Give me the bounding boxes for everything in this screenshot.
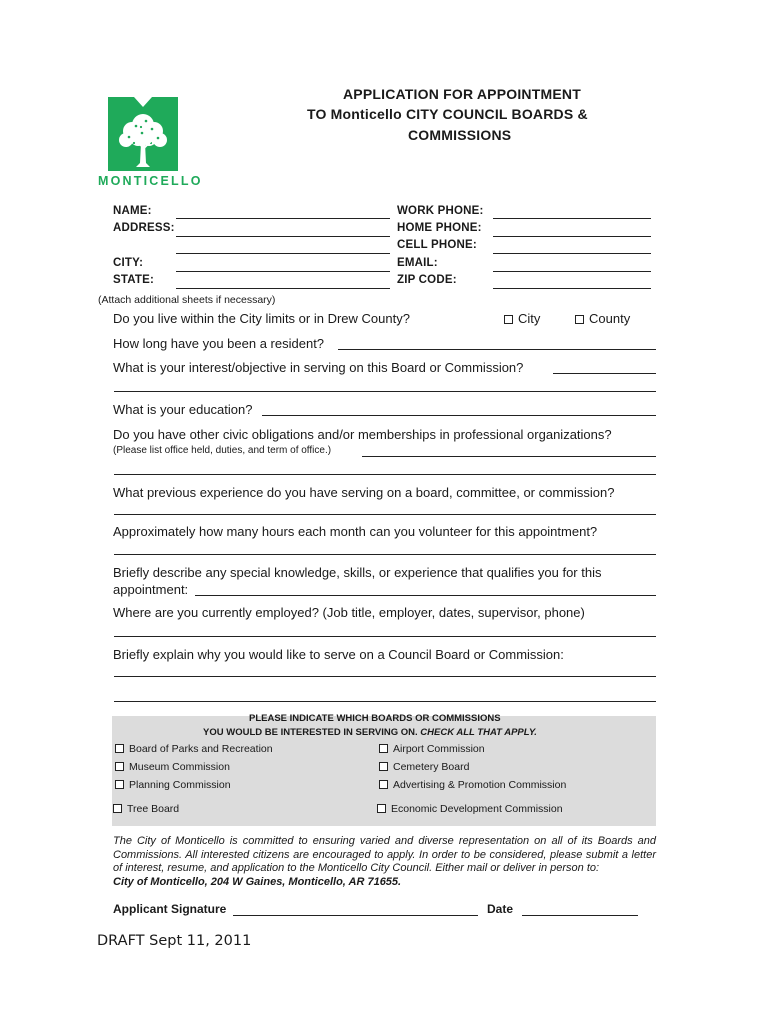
title-line-3: COMMISSIONS	[408, 127, 512, 143]
employed-field[interactable]	[114, 636, 656, 637]
work-phone-field[interactable]	[493, 218, 651, 219]
interest-question: What is your interest/objective in serving on this Board or Commission?	[113, 360, 524, 375]
address-field-line-2[interactable]	[176, 253, 390, 254]
county-option-label: County	[589, 311, 631, 326]
why-field-2[interactable]	[114, 701, 656, 702]
logo-wordmark: MONTICELLO	[98, 174, 203, 188]
boards-heading-line-2	[203, 727, 537, 738]
city-label: CITY:	[113, 257, 144, 269]
employed-question: Where are you currently employed? (Job title, employer, dates, supervisor, phone)	[113, 605, 585, 620]
city-field[interactable]	[176, 271, 390, 272]
how-long-question: How long have you been a resident?	[113, 336, 325, 351]
attach-note: (Attach additional sheets if necessary)	[98, 294, 276, 306]
applicant-signature-field[interactable]	[233, 915, 478, 916]
home-phone-label: HOME PHONE:	[397, 222, 482, 234]
board-option-cemetery[interactable]	[379, 761, 469, 773]
parks-label: Board of Parks and Recreation	[129, 743, 273, 755]
why-field-1[interactable]	[114, 676, 656, 677]
cemetery-label: Cemetery Board	[393, 761, 470, 773]
board-option-planning[interactable]	[115, 779, 231, 791]
interest-field-1[interactable]	[553, 373, 656, 374]
boards-heading-line-2-text: YOU WOULD BE INTERESTED IN SERVING ON.	[203, 727, 418, 738]
experience-field[interactable]	[114, 514, 656, 515]
board-option-museum[interactable]	[115, 761, 230, 773]
education-field[interactable]	[262, 415, 656, 416]
board-option-airport[interactable]	[379, 743, 485, 755]
date-label: Date	[487, 902, 514, 916]
civic-field-2[interactable]	[114, 474, 656, 475]
address-label: ADDRESS:	[113, 222, 175, 234]
state-field[interactable]	[176, 288, 390, 289]
tree-board-checkbox[interactable]	[113, 804, 122, 813]
board-option-advertising[interactable]	[379, 779, 566, 791]
boards-heading-check-all: CHECK ALL THAT APPLY.	[420, 727, 537, 738]
applicant-signature-label: Applicant Signature	[113, 902, 227, 916]
civic-question: Do you have other civic obligations and/or memberships in professional organizations?	[113, 427, 612, 442]
interest-field-2[interactable]	[114, 391, 656, 392]
airport-label: Airport Commission	[393, 743, 485, 755]
airport-checkbox[interactable]	[379, 744, 388, 753]
residence-question: Do you live within the City limits or in Drew County?	[113, 311, 410, 326]
zip-code-label: ZIP CODE:	[397, 274, 457, 286]
civic-field-1[interactable]	[362, 456, 656, 457]
board-option-parks[interactable]	[115, 743, 273, 755]
economic-label: Economic Development Commission	[391, 803, 563, 815]
knowledge-question-line-2: appointment:	[113, 582, 189, 597]
cell-phone-label: CELL PHONE:	[397, 239, 477, 251]
email-label: EMAIL:	[397, 257, 438, 269]
cemetery-checkbox[interactable]	[379, 762, 388, 771]
parks-checkbox[interactable]	[115, 744, 124, 753]
county-checkbox[interactable]	[575, 315, 584, 324]
board-option-economic[interactable]	[377, 803, 563, 815]
why-question: Briefly explain why you would like to serve on a Council Board or Commission:	[113, 647, 564, 662]
knowledge-question-line-1: Briefly describe any special knowledge, skills, or experience that qualifies you for this	[113, 565, 602, 580]
statement-address: City of Monticello, 204 W Gaines, Monticello, AR 71655.	[113, 875, 402, 888]
economic-checkbox[interactable]	[377, 804, 386, 813]
knowledge-field[interactable]	[195, 595, 656, 596]
how-long-field[interactable]	[338, 349, 656, 350]
boards-heading-line-1: PLEASE INDICATE WHICH BOARDS OR COMMISSIONS	[249, 713, 501, 724]
diversity-statement	[113, 835, 656, 889]
planning-checkbox[interactable]	[115, 780, 124, 789]
museum-label: Museum Commission	[129, 761, 230, 773]
statement-text: The City of Monticello is committed to ensuring varied and diverse representation on all of its Boards and Commissions. All interested citizens are encouraged to apply. In order to be considered, please submit a letter of interest, resume, and application to the Monticello City Council. Either mail or deliver in person to:	[113, 835, 656, 874]
email-field[interactable]	[493, 271, 651, 272]
experience-question: What previous experience do you have serving on a board, committee, or commission?	[113, 485, 615, 500]
city-option-label: City	[518, 311, 541, 326]
museum-checkbox[interactable]	[115, 762, 124, 771]
name-label: NAME:	[113, 205, 152, 217]
planning-label: Planning Commission	[129, 779, 231, 791]
address-field-line-1[interactable]	[176, 236, 390, 237]
name-field[interactable]	[176, 218, 390, 219]
tree-icon	[114, 107, 172, 169]
title-line-2: TO Monticello CITY COUNCIL BOARDS &	[307, 106, 588, 122]
hours-question: Approximately how many hours each month can you volunteer for this appointment?	[113, 524, 598, 539]
civic-note: (Please list office held, duties, and term of office.)	[113, 445, 332, 456]
tree-board-label: Tree Board	[127, 803, 180, 815]
board-option-tree[interactable]	[113, 803, 179, 815]
home-phone-field[interactable]	[493, 236, 651, 237]
hours-field[interactable]	[114, 554, 656, 555]
work-phone-label: WORK PHONE:	[397, 205, 484, 217]
draft-date: DRAFT Sept 11, 2011	[97, 933, 252, 949]
cell-phone-field[interactable]	[493, 253, 651, 254]
zip-code-field[interactable]	[493, 288, 651, 289]
date-field[interactable]	[522, 915, 638, 916]
advertising-label: Advertising & Promotion Commission	[393, 779, 567, 791]
advertising-checkbox[interactable]	[379, 780, 388, 789]
title-line-1: APPLICATION FOR APPOINTMENT	[343, 86, 581, 102]
residence-county-option[interactable]	[575, 311, 630, 326]
state-label: STATE:	[113, 274, 155, 286]
education-question: What is your education?	[113, 402, 253, 417]
residence-city-option[interactable]	[504, 311, 540, 326]
city-checkbox[interactable]	[504, 315, 513, 324]
